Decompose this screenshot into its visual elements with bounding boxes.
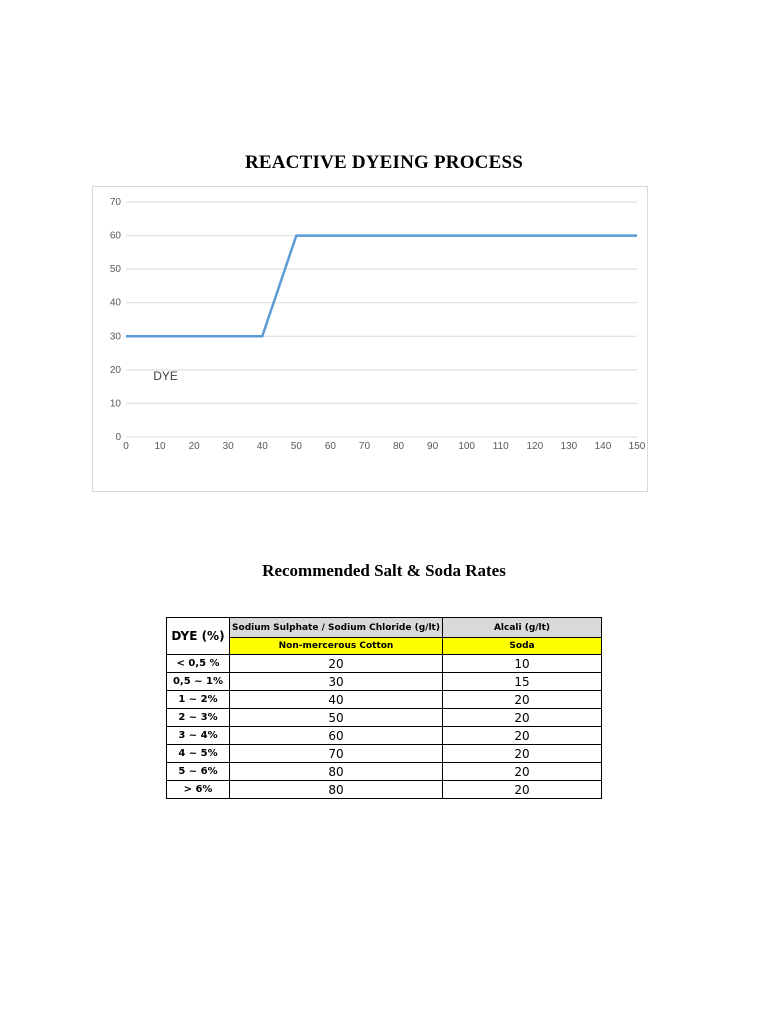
salt-column-header: Sodium Sulphate / Sodium Chloride (g/lt) [230,618,443,638]
x-tick-label: 0 [123,441,129,452]
x-tick-label: 10 [154,441,166,452]
y-tick-label: 60 [109,230,121,242]
y-tick-label: 10 [109,398,121,410]
x-tick-label: 130 [560,441,578,452]
dye-cell: < 0,5 % [167,655,230,673]
series-line [126,236,637,337]
x-tick-label: 150 [628,441,646,452]
x-tick-label: 40 [256,441,268,452]
salt-cell: 80 [230,781,443,799]
dye-cell: 1 ~ 2% [167,691,230,709]
soda-cell: 20 [443,709,602,727]
salt-cell: 80 [230,763,443,781]
y-tick-label: 50 [109,264,121,276]
dye-cell: 0,5 ~ 1% [167,673,230,691]
y-tick-label: 20 [109,364,121,376]
table-header-row [167,618,602,638]
x-tick-label: 90 [427,441,439,452]
dye-cell: > 6% [167,781,230,799]
salt-cell: 40 [230,691,443,709]
salt-subheader: Non-mercerous Cotton [230,638,443,655]
dye-cell: 5 ~ 6% [167,763,230,781]
table-subheader-row [167,638,602,655]
x-tick-label: 110 [492,441,509,452]
salt-cell: 30 [230,673,443,691]
x-tick-label: 80 [392,441,405,452]
y-tick-label: 40 [109,297,121,309]
y-tick-label: 30 [109,331,121,343]
salt-soda-rates-table [166,617,602,799]
y-tick-label: 0 [115,432,121,443]
x-tick-label: 70 [358,441,371,452]
x-tick-label: 20 [188,441,200,452]
chart-annotation: DYE [153,368,178,383]
table-row [167,691,602,709]
chart-container [92,186,648,492]
salt-cell: 60 [230,727,443,745]
table-row [167,673,602,691]
x-tick-label: 140 [594,441,612,452]
x-tick-label: 30 [222,441,234,452]
table-row [167,763,602,781]
dye-cell: 4 ~ 5% [167,745,230,763]
section-title: Recommended Salt & Soda Rates [262,561,506,580]
soda-cell: 20 [443,781,602,799]
table-row [167,745,602,763]
x-tick-label: 60 [324,441,336,452]
soda-subheader: Soda [443,638,602,655]
soda-cell: 20 [443,727,602,745]
x-tick-label: 50 [290,441,302,452]
salt-cell: 70 [230,745,443,763]
table-row [167,655,602,673]
soda-cell: 20 [443,745,602,763]
soda-cell: 10 [443,655,602,673]
table-row [167,727,602,745]
table-row [167,709,602,727]
y-tick-label: 70 [109,197,121,208]
alcali-column-header: Alcali (g/lt) [443,618,602,638]
soda-cell: 15 [443,673,602,691]
dye-cell: 2 ~ 3% [167,709,230,727]
dye-cell: 3 ~ 4% [167,727,230,745]
soda-cell: 20 [443,763,602,781]
x-tick-label: 100 [458,441,476,452]
x-tick-label: 120 [526,441,544,452]
table-row [167,781,602,799]
page-title: REACTIVE DYEING PROCESS [244,152,524,173]
dye-column-header: DYE (%) [167,618,230,655]
salt-cell: 50 [230,709,443,727]
salt-cell: 20 [230,655,443,673]
soda-cell: 20 [443,691,602,709]
line-chart [93,187,649,493]
